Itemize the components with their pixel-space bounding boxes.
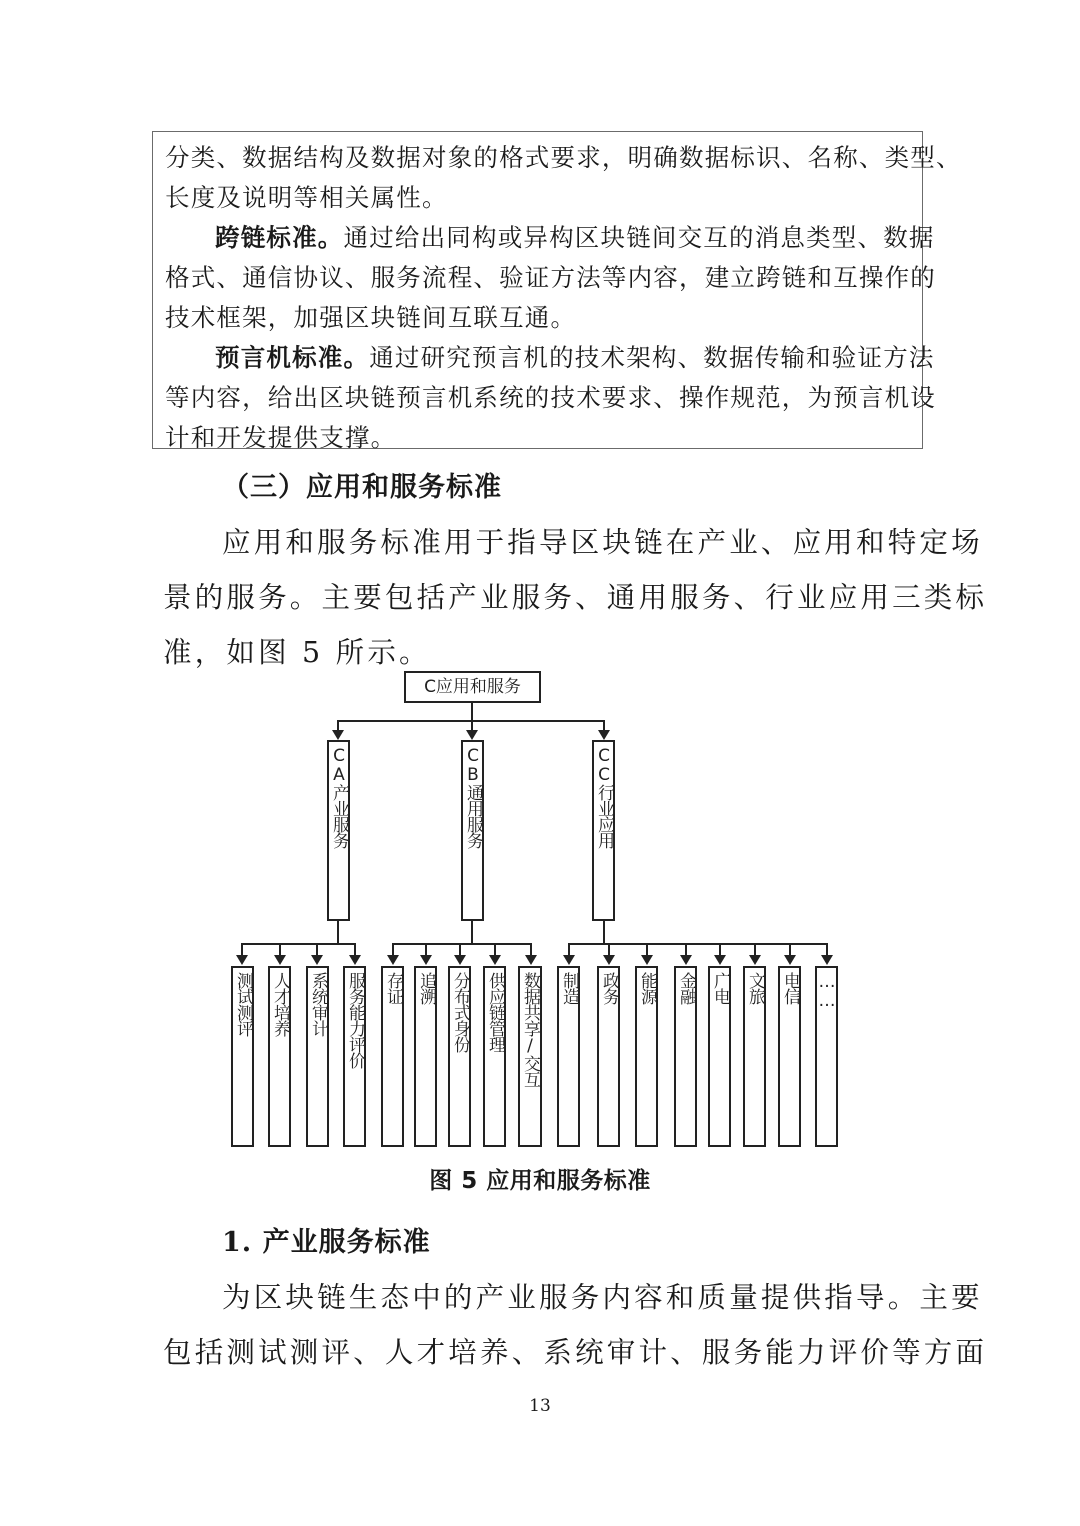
leaf-node [778,966,801,1147]
leaf-node [483,966,506,1147]
leaf-node [557,966,580,1147]
leaf-label: 能源 [637,972,657,1004]
boxed-line-1: 分类、数据结构及数据对象的格式要求，明确数据标识、名称、类型、 [165,143,962,172]
leaf-node [635,966,658,1147]
section-line-3: 准，如图 5 所示。 [163,636,431,669]
leaf-node [597,966,620,1147]
branch-label-cb: CB通用服务 [463,746,483,848]
section-line-2: 景的服务。主要包括产业服务、通用服务、行业应用三类标 [163,581,988,614]
leaf-node [708,966,731,1147]
oracle-title: 预言机标准。 [215,343,370,372]
crosschain-line-2: 格式、通信协议、服务流程、验证方法等内容，建立跨链和互操作的 [165,263,936,292]
leaf-node [448,966,471,1147]
leaf-node [381,966,404,1147]
oracle-line-2: 等内容，给出区块链预言机系统的技术要求、操作规范，为预言机设 [165,383,936,412]
figure-caption: 图 5 应用和服务标准 [429,1168,651,1194]
crosschain-text: 通过给出同构或异构区块链间交互的消息类型、数据 [343,223,935,252]
leaf-node [518,966,542,1147]
leaf-label: 电信 [780,972,800,1004]
leaf-node [674,966,697,1147]
leaf-label: …… [817,972,837,1010]
leaf-label: 分布式身份 [450,972,470,1052]
branch-node-ca [327,740,350,921]
leaf-label: 供应链管理 [485,972,505,1052]
subsection-heading: 1. 产业服务标准 [222,1227,431,1258]
leaf-node [231,966,254,1147]
leaf-label: 广电 [710,972,730,1004]
leaf-node [306,966,329,1147]
leaf-label: 文旅 [745,972,765,1004]
boxed-line-2: 长度及说明等相关属性。 [165,183,448,212]
leaf-label: 数据共享/交互 [520,972,540,1087]
leaf-label: 追溯 [416,972,436,1004]
crosschain-paragraph [215,219,935,254]
branch-label-cc: CC行业应用 [594,746,614,848]
leaf-label: 人才培养 [270,972,290,1036]
branch-node-cb [461,740,484,921]
crosschain-line-3: 技术框架，加强区块链间互联互通。 [165,303,577,332]
crosschain-title: 跨链标准。 [215,223,344,252]
oracle-paragraph [215,339,935,374]
leaf-node [414,966,437,1147]
oracle-line-3: 计和开发提供支撑。 [165,423,397,452]
oracle-text: 通过研究预言机的技术架构、数据传输和验证方法 [369,343,935,372]
branch-label-ca: CA产业服务 [329,746,349,848]
section-line-1: 应用和服务标准用于指导区块链在产业、应用和特定场 [222,526,983,559]
leaf-label: 系统审计 [308,972,328,1036]
leaf-node [743,966,766,1147]
subsection-line-1: 为区块链生态中的产业服务内容和质量提供指导。主要 [222,1281,983,1314]
leaf-label: 政务 [599,972,619,1004]
leaf-label: 服务能力评价 [345,972,365,1068]
leaf-node [343,966,366,1147]
leaf-label: 制造 [559,972,579,1004]
leaf-label: 测试测评 [233,972,253,1036]
section-heading: （三）应用和服务标准 [222,472,502,503]
leaf-node [268,966,291,1147]
leaf-node [815,966,838,1147]
subsection-line-2: 包括测试测评、人才培养、系统审计、服务能力评价等方面 [163,1336,988,1369]
leaf-label: 存证 [383,972,403,1004]
leaf-label: 金融 [676,972,696,1004]
branch-node-cc [592,740,615,921]
root-node: C应用和服务 [404,671,541,703]
page-number: 13 [529,1396,551,1416]
